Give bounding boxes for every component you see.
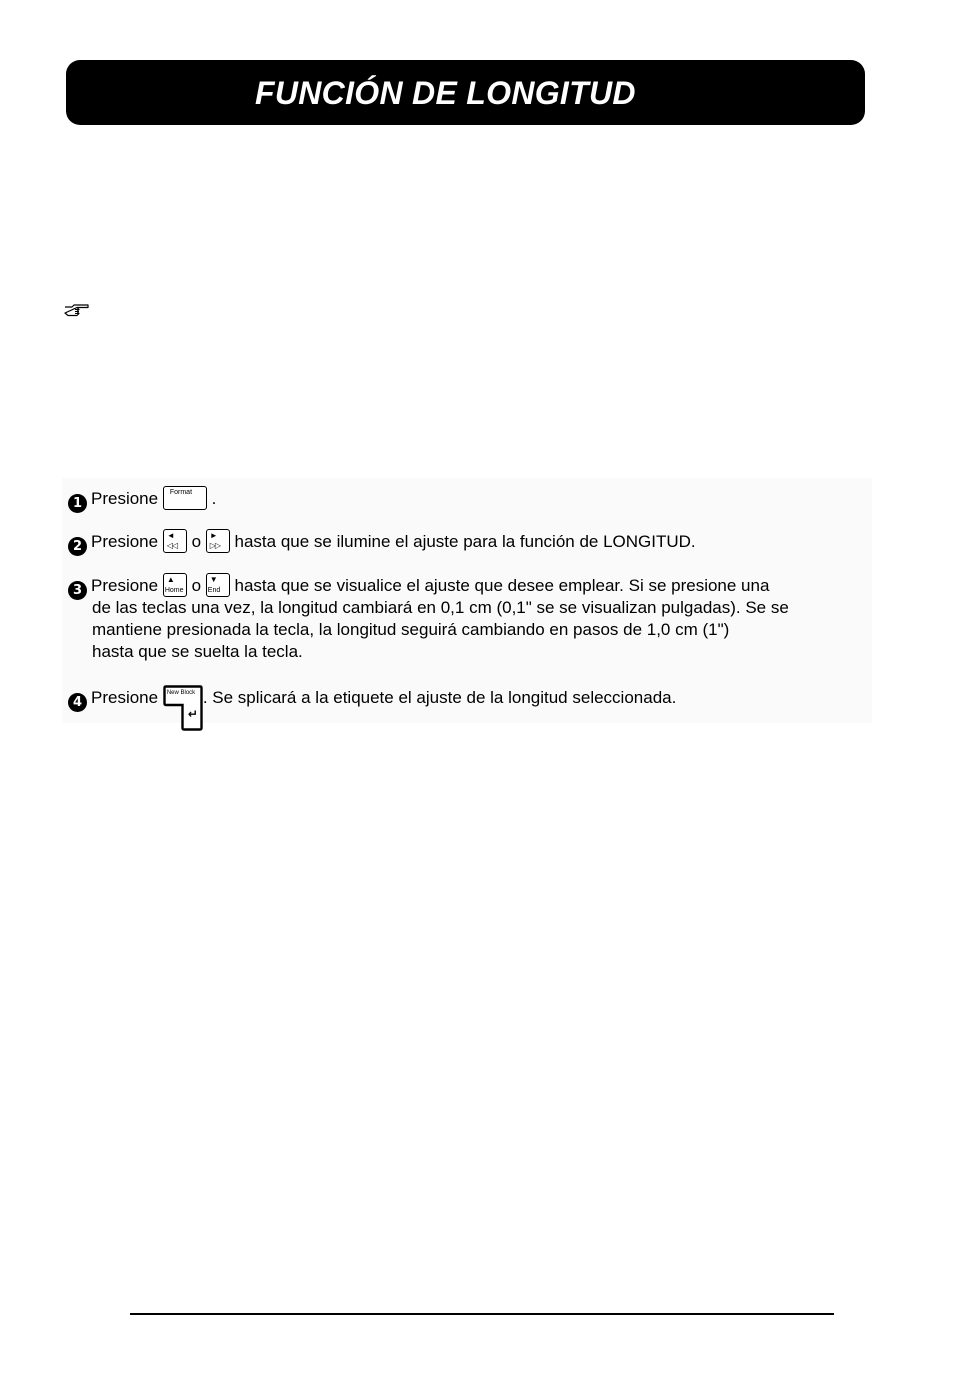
step-text: hasta que se ilumine el ajuste para la función de LONGITUD. <box>234 532 696 551</box>
step-text: mantiene presionada la tecla, la longitud seguirá cambiando en pasos de 1,0 cm (1") <box>92 620 730 639</box>
step-4 <box>68 685 676 731</box>
new-block-enter-key-icon: New Block ↵ <box>163 685 203 731</box>
right-arrow-key-icon: ► ▷▷ <box>206 529 230 553</box>
step-number: 4 <box>68 693 87 712</box>
step-number: 1 <box>68 494 87 513</box>
left-arrow-key-icon: ◄ ◁◁ <box>163 529 187 553</box>
down-arrow-key-icon: ▼ End <box>206 573 230 597</box>
step-1 <box>68 486 216 513</box>
step-text: o <box>191 532 202 551</box>
step-text: Presione <box>91 489 159 508</box>
step-2 <box>68 529 696 556</box>
step-text: o <box>191 576 202 595</box>
section-title-bar <box>66 60 865 125</box>
step-number: 3 <box>68 581 87 600</box>
step-text: . Se splicará a la etiquete el ajuste de la longitud seleccionada. <box>202 688 677 707</box>
step-text: de las teclas una vez, la longitud cambiará en 0,1 cm (0,1" se se visualizan pulgadas). Se se <box>92 598 789 617</box>
page-title: FUNCIÓN DE LONGITUD <box>255 75 636 111</box>
pointing-hand-icon <box>64 302 90 318</box>
step-text: Presione <box>91 532 159 551</box>
step-number: 2 <box>68 537 87 556</box>
up-arrow-key-icon: ▲ Home <box>163 573 187 597</box>
step-text: Presione <box>91 576 159 595</box>
footer-divider <box>130 1313 834 1315</box>
format-key-icon: Format <box>163 486 207 510</box>
step-text: hasta que se visualice el ajuste que desee emplear. Si se presione una <box>234 576 770 595</box>
step-text: . <box>211 489 217 508</box>
step-text: hasta que se suelta la tecla. <box>92 642 303 661</box>
step-text: Presione <box>91 688 159 707</box>
